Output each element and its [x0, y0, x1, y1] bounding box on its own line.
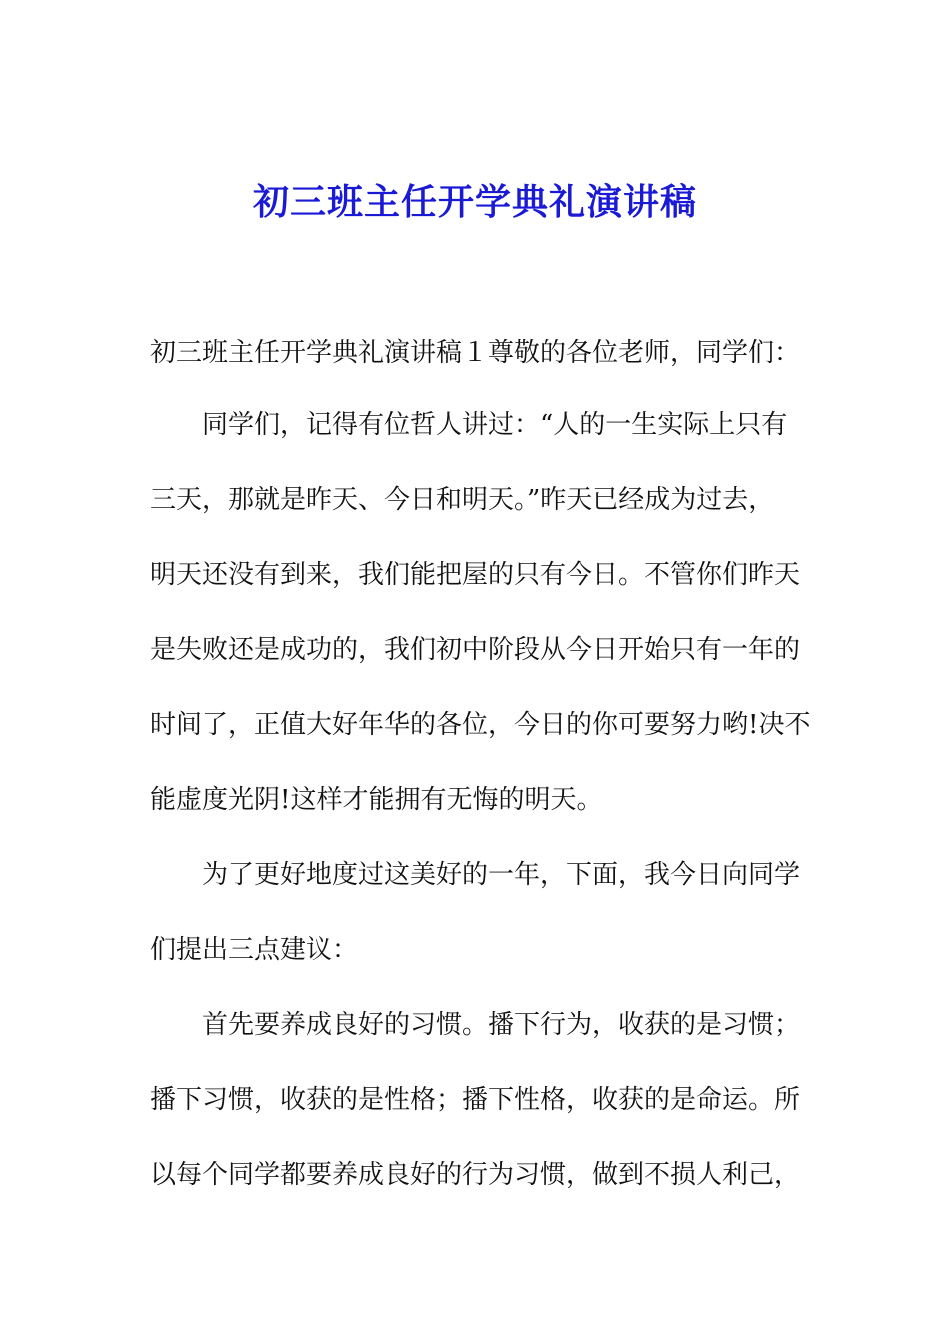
text-line: 播下习惯，收获的是性格；播下性格，收获的是命运。所 — [150, 1085, 801, 1115]
text-line: 们提出三点建议： — [150, 935, 359, 965]
text-line: 三天，那就是昨天、今日和明天。”昨天已经成为过去， — [150, 485, 775, 515]
text-line: 能虚度光阴!这样才能拥有无悔的明天。 — [150, 785, 603, 815]
text-line: 同学们，记得有位哲人讲过：“人的一生实际上只有 — [202, 410, 788, 440]
text-line: 首先要养成良好的习惯。播下行为，收获的是习惯； — [202, 1010, 801, 1040]
document-title: 初三班主任开学典礼演讲稿 — [252, 181, 697, 223]
text-line: 明天还没有到来，我们能把屋的只有今日。不管你们昨天 — [150, 560, 801, 590]
text-line: 以每个同学都要养成良好的行为习惯，做到不损人利己， — [150, 1160, 801, 1190]
text-line: 时间了，正值大好年华的各位，今日的你可要努力哟!决不 — [150, 710, 811, 740]
text-line: 为了更好地度过这美好的一年，下面，我今日向同学 — [202, 860, 801, 890]
text-line: 是失败还是成功的，我们初中阶段从今日开始只有一年的 — [150, 635, 801, 665]
text-line: 初三班主任开学典礼演讲稿１尊敬的各位老师，同学们： — [150, 338, 801, 368]
